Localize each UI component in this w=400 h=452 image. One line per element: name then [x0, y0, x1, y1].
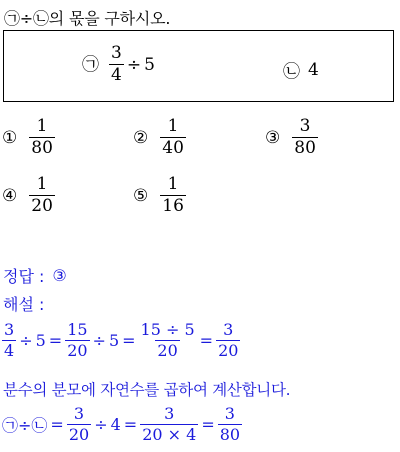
choice-2-denominator: 40 [162, 138, 184, 158]
explanation-label: 해설 : [3, 295, 45, 314]
explanation-equation-1 [2, 322, 240, 359]
eq2-frac-3-num: 3 [224, 404, 235, 423]
eq1-frac-1 [2, 322, 16, 359]
choice-4[interactable] [2, 176, 55, 215]
choice-4-numerator: 1 [36, 174, 48, 194]
eq1-frac-1-den: 4 [4, 341, 15, 360]
choice-3[interactable] [265, 118, 318, 157]
answer-line [3, 264, 67, 287]
choice-5-mark: ⑤ [133, 185, 149, 206]
given-values-box [3, 30, 394, 102]
eq1-frac-3-num: 15 ÷ 5 [140, 320, 195, 339]
choice-2[interactable] [133, 118, 186, 157]
eq1-frac-3-den: 20 [157, 341, 178, 360]
divisor-a: 5 [144, 54, 155, 75]
eq2-op-1: ÷ [94, 415, 108, 434]
mark-a: ㉠ [82, 54, 99, 75]
choice-3-mark: ③ [265, 127, 281, 148]
eq1-frac-4 [216, 322, 240, 359]
eq2-frac-1-num: 3 [73, 404, 85, 423]
eq1-int-2: 5 [108, 331, 120, 350]
eq2-equals-1: = [50, 415, 64, 434]
choice-2-fraction [160, 118, 186, 157]
choice-1-mark: ① [2, 127, 18, 148]
mark-b: ㉡ [283, 62, 300, 82]
eq1-op-2: ÷ [92, 331, 106, 350]
eq1-op-1: ÷ [19, 331, 33, 350]
eq2-frac-2 [140, 406, 198, 443]
choice-1-numerator: 1 [36, 116, 48, 136]
eq1-frac-3 [139, 322, 197, 359]
fraction-a [109, 45, 124, 84]
eq1-equals-1: = [48, 331, 63, 350]
choice-4-denominator: 20 [31, 196, 53, 216]
eq2-int-1: 4 [110, 415, 121, 434]
choice-4-fraction [29, 176, 55, 215]
explanation-sentence: 분수의 분모에 자연수를 곱하여 계산합니다. [3, 381, 291, 399]
eq2-frac-3 [218, 406, 242, 443]
choice-2-numerator: 1 [167, 116, 179, 136]
choice-5-denominator: 16 [162, 196, 184, 216]
expression-a [82, 45, 155, 84]
answer-value: ③ [52, 266, 67, 285]
expression-b [283, 57, 319, 82]
eq1-frac-2-num: 15 [67, 320, 88, 339]
choice-1-fraction [29, 118, 55, 157]
divide-sign: ÷ [126, 54, 142, 75]
choice-3-fraction [292, 118, 318, 157]
fraction-a-denominator: 4 [111, 65, 122, 85]
eq1-frac-1-num: 3 [4, 320, 15, 339]
choice-3-denominator: 80 [294, 138, 316, 158]
choice-5[interactable] [133, 176, 186, 215]
choice-5-fraction [160, 176, 186, 215]
eq2-equals-3: = [201, 415, 215, 434]
choice-3-numerator: 3 [299, 116, 311, 136]
value-b: 4 [308, 59, 319, 80]
eq1-equals-3: = [199, 331, 214, 350]
eq1-int-1: 5 [35, 331, 46, 350]
choice-1[interactable] [2, 118, 55, 157]
eq1-frac-2 [65, 322, 89, 359]
explanation-equation-2 [2, 406, 242, 443]
eq1-equals-2: = [122, 331, 136, 350]
choice-1-denominator: 80 [31, 138, 53, 158]
fraction-a-numerator: 3 [111, 43, 122, 63]
eq2-frac-2-num: 3 [164, 404, 175, 423]
answer-label: 정답 : [3, 267, 45, 286]
question-text: ㉠÷㉡의 몫을 구하시오. [4, 9, 171, 28]
eq2-lhs: ㉠÷㉡ [2, 416, 48, 435]
eq1-frac-4-num: 3 [223, 320, 234, 339]
eq2-frac-3-den: 80 [219, 425, 241, 444]
eq2-frac-1 [67, 406, 91, 443]
choice-2-mark: ② [133, 127, 149, 148]
eq1-frac-2-den: 20 [67, 341, 88, 360]
eq2-frac-1-den: 20 [68, 425, 90, 444]
eq2-equals-2: = [123, 415, 138, 434]
choice-4-mark: ④ [2, 185, 18, 206]
eq1-frac-4-den: 20 [218, 341, 239, 360]
eq2-frac-2-den: 20 × 4 [142, 425, 197, 444]
choice-5-numerator: 1 [167, 174, 179, 194]
